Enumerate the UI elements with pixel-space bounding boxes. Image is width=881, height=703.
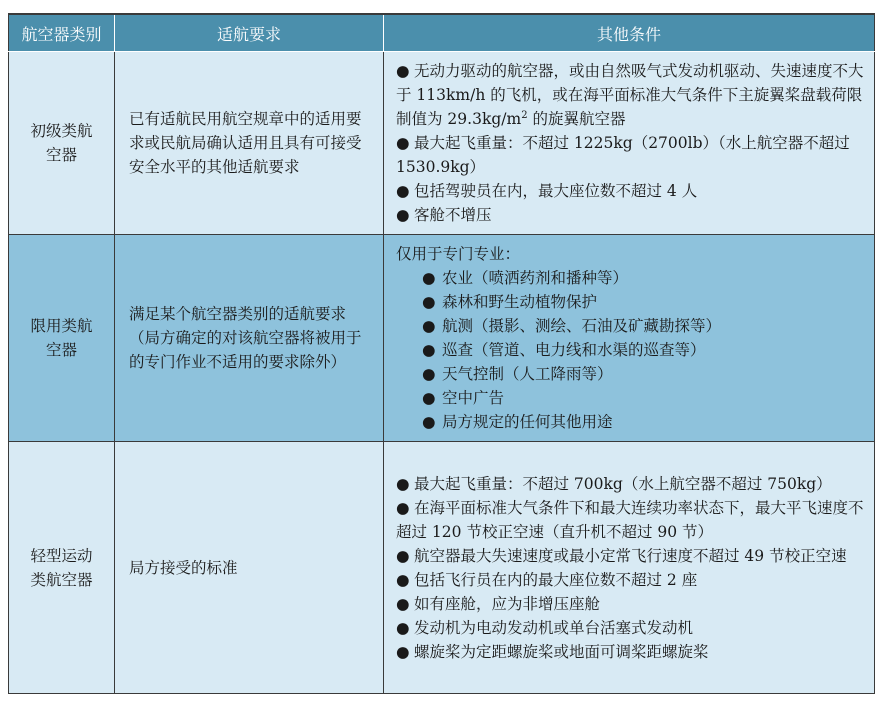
conditions-cell [384,442,875,694]
bullet-icon: ● [396,62,410,80]
condition-item [396,592,864,616]
bullet-icon: ● [396,206,410,224]
bullet-icon: ● [396,474,410,493]
bullet-icon: ● [396,594,410,613]
condition-text: 包括驾驶员在内，最大座位数不超过 4 人 [414,182,698,200]
bullet-icon: ● [396,642,410,661]
condition-text: 螺旋桨为定距螺旋桨或地面可调桨距螺旋桨 [414,642,709,661]
condition-item [396,266,864,290]
condition-text: 最大起飞重量：不超过 1225kg（2700lb）（水上航空器不超过 1530.9kg） [396,134,850,176]
bullet-icon: ● [396,546,410,565]
bullet-icon: ● [422,293,436,311]
conditions-intro: 仅用于专门专业： [396,245,521,263]
bullet-icon: ● [422,317,436,335]
bullet-icon: ● [396,134,410,152]
condition-item [396,410,864,434]
condition-item [396,203,864,227]
header-category: 航空器类别 [9,14,115,52]
category-cell [9,235,115,442]
table-row [9,442,875,694]
condition-item [396,131,864,179]
category-line: 空器 [45,146,77,164]
header-other-conditions: 其他条件 [384,14,875,52]
condition-item [396,179,864,203]
condition-item [396,338,864,362]
category-line: 空器 [45,341,77,359]
condition-text: 无动力驱动的航空器，或由自然吸气式发动机驱动、失速速度不大于 113km/h 的飞机，或在海平面标准大气条件下主旋翼桨盘载荷限制值为 $29.3kg/m^2$ 的旋翼航空器 [396,62,864,128]
bullet-icon: ● [422,341,436,359]
condition-text: 局方规定的任何其他用途 [442,413,613,431]
conditions-cell [384,235,875,442]
bullet-icon: ● [396,618,410,637]
condition-text: 农业（喷洒药剂和播种等） [442,269,629,287]
condition-item [396,568,864,592]
table-header-row [9,14,875,52]
bullet-icon: ● [422,269,436,287]
requirement-cell: 满足某个航空器类别的适航要求（局方确定的对该航空器将被用于的专门作业不适用的要求除外） [115,235,384,442]
condition-text: 发动机为电动发动机或单台活塞式发动机 [414,618,694,637]
category-line: 初级类航 [30,122,93,140]
condition-text: 森林和野生动植物保护 [442,293,598,311]
condition-item [396,314,864,338]
condition-text: 航空器最大失速速度或最小定常飞行速度不超过 49 节校正空速 [414,546,847,565]
condition-item [396,496,864,544]
bullet-icon: ● [422,389,436,407]
condition-text: 空中广告 [442,389,505,407]
table-row [9,235,875,442]
requirement-cell: 已有适航民用航空规章中的适用要求或民航局确认适用且具有可接受安全水平的其他适航要求 [115,52,384,235]
bullet-icon: ● [396,498,410,517]
condition-text: 包括飞行员在内的最大座位数不超过 2 座 [414,570,698,589]
condition-item [396,59,864,131]
category-line: 限用类航 [30,317,93,335]
conditions-cell [384,52,875,235]
bullet-icon: ● [396,182,410,200]
aircraft-category-table [8,13,875,694]
superscript-2: 2 [521,109,528,121]
condition-item [396,640,864,664]
category-line: 轻型运动 [30,546,93,565]
bullet-icon: ● [422,413,436,431]
condition-text: 如有座舱，应为非增压座舱 [414,594,601,613]
condition-text: 巡查（管道、电力线和水渠的巡查等） [442,341,706,359]
header-requirement: 适航要求 [115,14,384,52]
condition-text: 客舱不增压 [414,206,492,224]
condition-text: 航测（摄影、测绘、石油及矿藏勘探等） [442,317,722,335]
condition-item [396,472,864,496]
condition-item [396,362,864,386]
table-row [9,52,875,235]
condition-item [396,544,864,568]
condition-text: 最大起飞重量：不超过 700kg（水上航空器不超过 750kg） [414,474,832,493]
bullet-icon: ● [396,570,410,589]
category-line: 类航空器 [30,570,93,589]
condition-text: 天气控制（人工降雨等） [442,365,613,383]
condition-item [396,386,864,410]
condition-item [396,290,864,314]
condition-item [396,616,864,640]
category-cell [9,442,115,694]
category-cell [9,52,115,235]
bullet-icon: ● [422,365,436,383]
condition-text: 在海平面标准大气条件下和最大连续功率状态下，最大平飞速度不超过 120 节校正空速（直升机不超过 90 节） [396,498,864,541]
requirement-cell: 局方接受的标准 [115,442,384,694]
